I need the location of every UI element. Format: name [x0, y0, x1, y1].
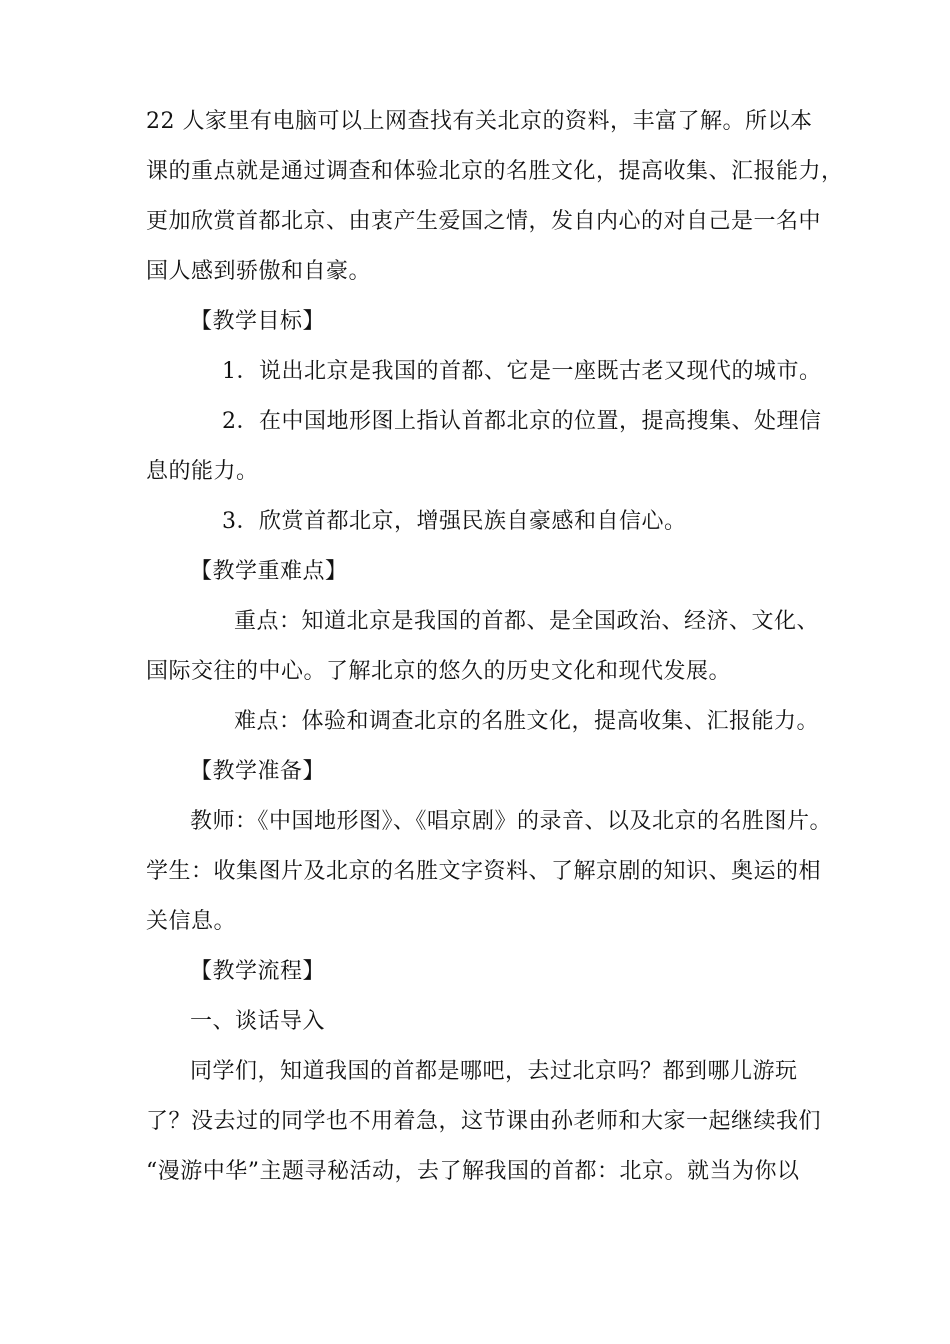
- text-line: 息的能力。: [146, 459, 259, 484]
- section-heading: 【教学准备】: [190, 759, 326, 784]
- section-heading: 【教学目标】: [190, 309, 326, 334]
- text-line: 了？没去过的同学也不用着急，这节课由孙老师和大家一起继续我们: [146, 1109, 822, 1134]
- text-line: 国际交往的中心。了解北京的悠久的历史文化和现代发展。: [146, 659, 732, 684]
- section-heading: 【教学流程】: [190, 959, 326, 984]
- text-line: 教师：《中国地形图》、《唱京剧》的录音、以及北京的名胜图片。: [190, 809, 833, 834]
- text-line: “漫游中华”主题寻秘活动，去了解我国的首都：北京。就当为你以: [146, 1159, 800, 1184]
- text-line: 重点：知道北京是我国的首都、是全国政治、经济、文化、: [234, 609, 820, 634]
- text-line: 1．说出北京是我国的首都、它是一座既古老又现代的城市。: [222, 359, 822, 384]
- text-line: 难点：体验和调查北京的名胜文化，提高收集、汇报能力。: [234, 709, 820, 734]
- text-line: 国人感到骄傲和自豪。: [146, 259, 372, 284]
- text-line: 关信息。: [146, 909, 237, 934]
- section-heading: 【教学重难点】: [190, 559, 348, 584]
- text-line: 课的重点就是通过调查和体验北京的名胜文化，提高收集、汇报能力，: [146, 159, 844, 184]
- text-line: 同学们，知道我国的首都是哪吧，去过北京吗？都到哪儿游玩: [190, 1059, 798, 1084]
- text-line: 2．在中国地形图上指认首都北京的位置，提高搜集、处理信: [222, 409, 822, 434]
- text-line: 22 人家里有电脑可以上网查找有关北京的资料，丰富了解。所以本: [146, 109, 813, 134]
- text-line: 更加欣赏首都北京、由衷产生爱国之情，发自内心的对自己是一名中: [146, 209, 822, 234]
- text-line: 3．欣赏首都北京，增强民族自豪感和自信心。: [222, 509, 687, 534]
- subsection-heading: 一、谈话导入: [190, 1009, 326, 1034]
- text-line: 学生：收集图片及北京的名胜文字资料、了解京剧的知识、奥运的相: [146, 859, 822, 884]
